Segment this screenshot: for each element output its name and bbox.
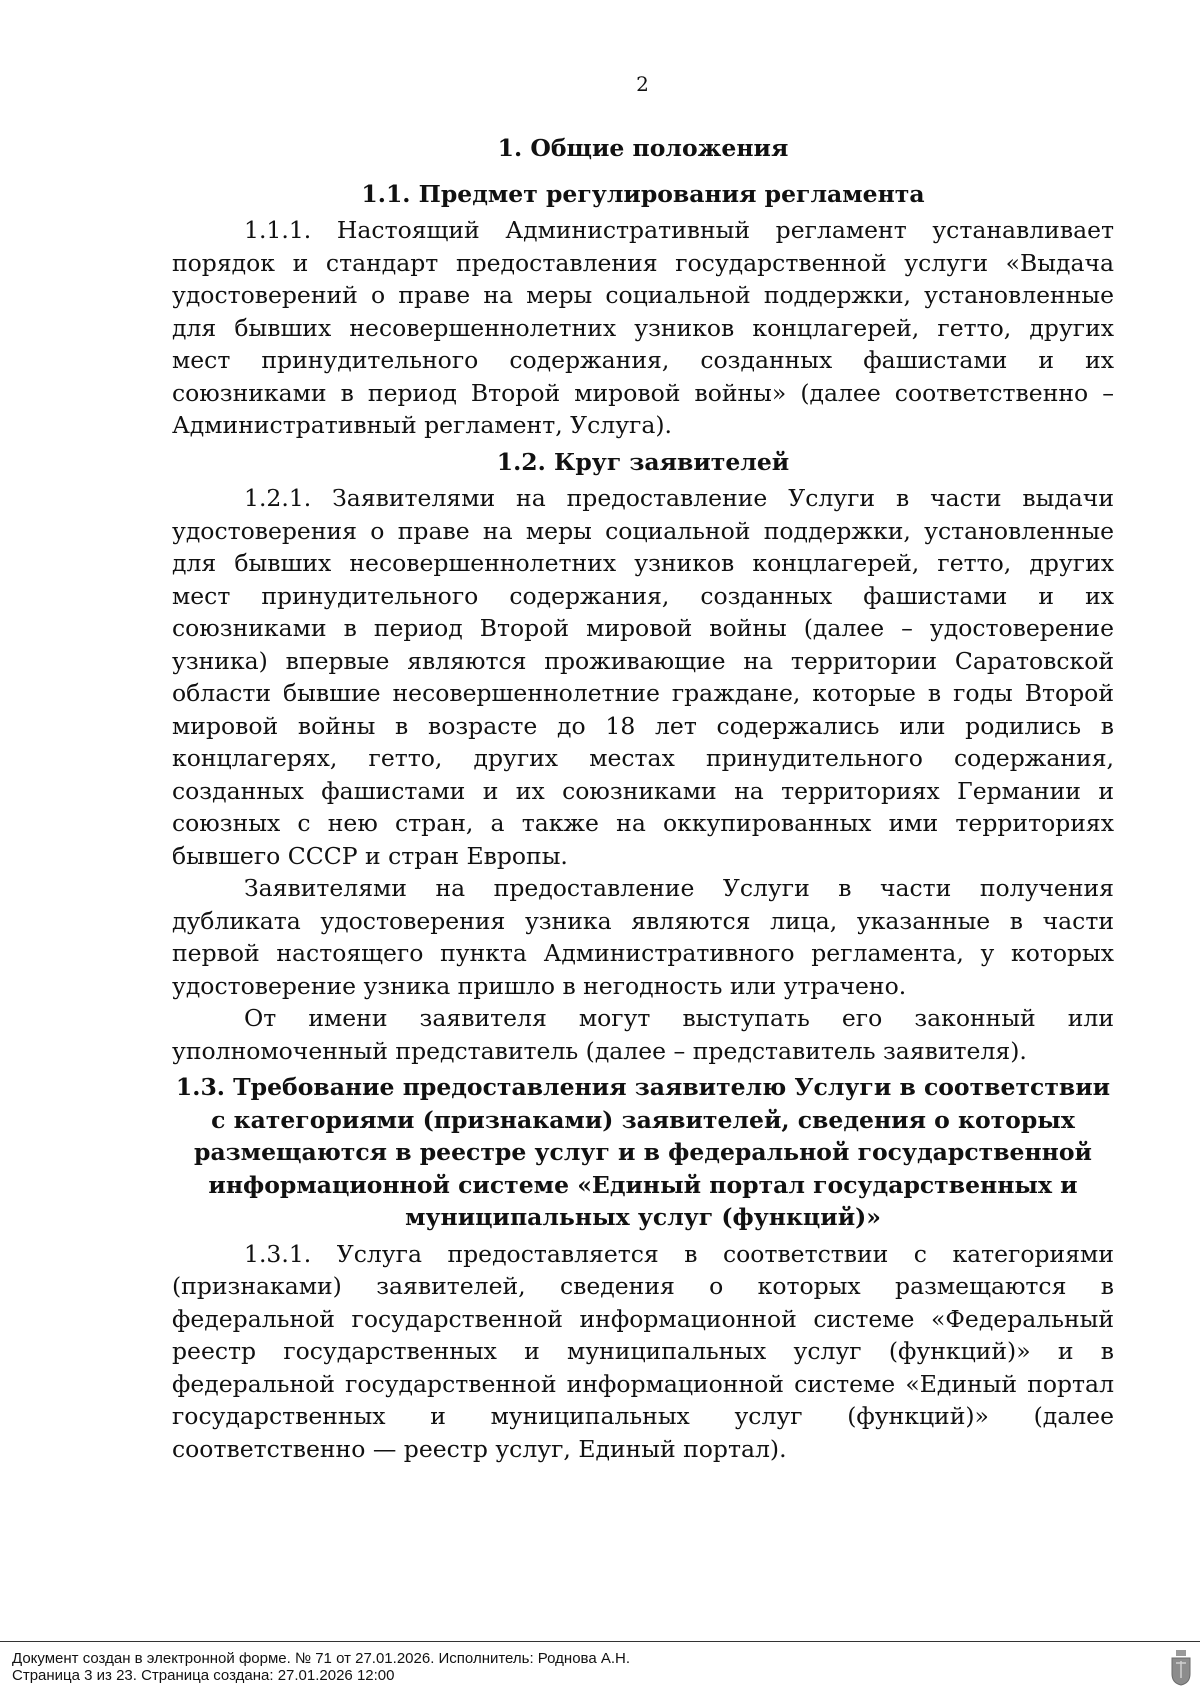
subsection-title-applicants: 1.2. Круг заявителей xyxy=(496,447,790,476)
section-title-general: 1. Общие положения xyxy=(497,134,789,162)
coat-of-arms-icon xyxy=(1170,1650,1192,1686)
document-footer xyxy=(0,1641,1200,1699)
subsection-title-subject: 1.1. Предмет регулирования регламента xyxy=(361,179,925,208)
paragraph-1-3-1: 1.3.1. Услуга предоставляется в соответствии с категориями (признаками) заявителей, сведения о которых размещаются в федеральной государственной информационной системе «Федеральный реестр государственных и муниципальных услуг (функций)» и в федеральной государственной информационной системе «Единый портал государственных и муниципальных услуг (функций)» (далее соответственно — реестр услуг, Единый портал). xyxy=(172,1239,1114,1463)
subsection-title-requirement: 1.3. Требование предоставления заявителю Услуги в соответствии с категориями (признаками) заявителей, сведения о которых размещаются в реестре услуг и в федеральной государственной информационной системе «Единый портал государственных и муниципальных услуг (функций)» xyxy=(175,1073,1111,1231)
paragraph-1-1-1: 1.1.1. Настоящий Административный регламент устанавливает порядок и стандарт предоставления государственной услуги «Выдача удостоверений о праве на меры социальной поддержки, установленные для бывших несовершеннолетних узников концлагерей, гетто, других мест принудительного содержания, созданных фашистами и их союзниками в период Второй мировой войны» (далее соответственно – Административный регламент, Услуга). xyxy=(172,216,1114,439)
footer-text xyxy=(12,1650,630,1684)
paragraph-1-2-1: 1.2.1. Заявителями на предоставление Услуги в части выдачи удостоверения о праве на меры социальной поддержки, установленные для бывших несовершеннолетних узников концлагерей, гетто, других мест принудительного содержания, созданных фашистами и их союзниками в период Второй мировой войны (далее – удостоверение узника) впервые являются проживающие на территории Саратовской области бывшие несовершеннолетние граждане, которые в годы Второй мировой войны в возрасте до 18 лет содержались или родились в концлагерях, гетто, других местах принудительного содержания, созданных фашистами и их союзниками на территориях Германии и союзных с нею стран, а также на оккупированных ими территориях бывшего СССР и стран Европы. xyxy=(172,484,1114,870)
paragraph-1-2-representative: От имени заявителя могут выступать его законный или уполномоченный представитель (далее – представитель заявителя). xyxy=(172,1004,1114,1065)
footer-line-page: Страница 3 из 23. Страница создана: 27.01.2026 12:00 xyxy=(12,1667,395,1684)
paragraph-1-2-duplicate: Заявителями на предоставление Услуги в части получения дубликата удостоверения узника являются лица, указанные в части первой настоящего пункта Административного регламента, у которых удостоверение узника пришло в негодность или утрачено. xyxy=(172,874,1114,1000)
page-number: 2 xyxy=(636,72,649,96)
footer-line-document: Документ создан в электронной форме. № 71 от 27.01.2026. Исполнитель: Роднова А.Н. xyxy=(12,1650,631,1667)
document-body xyxy=(172,132,1114,1465)
